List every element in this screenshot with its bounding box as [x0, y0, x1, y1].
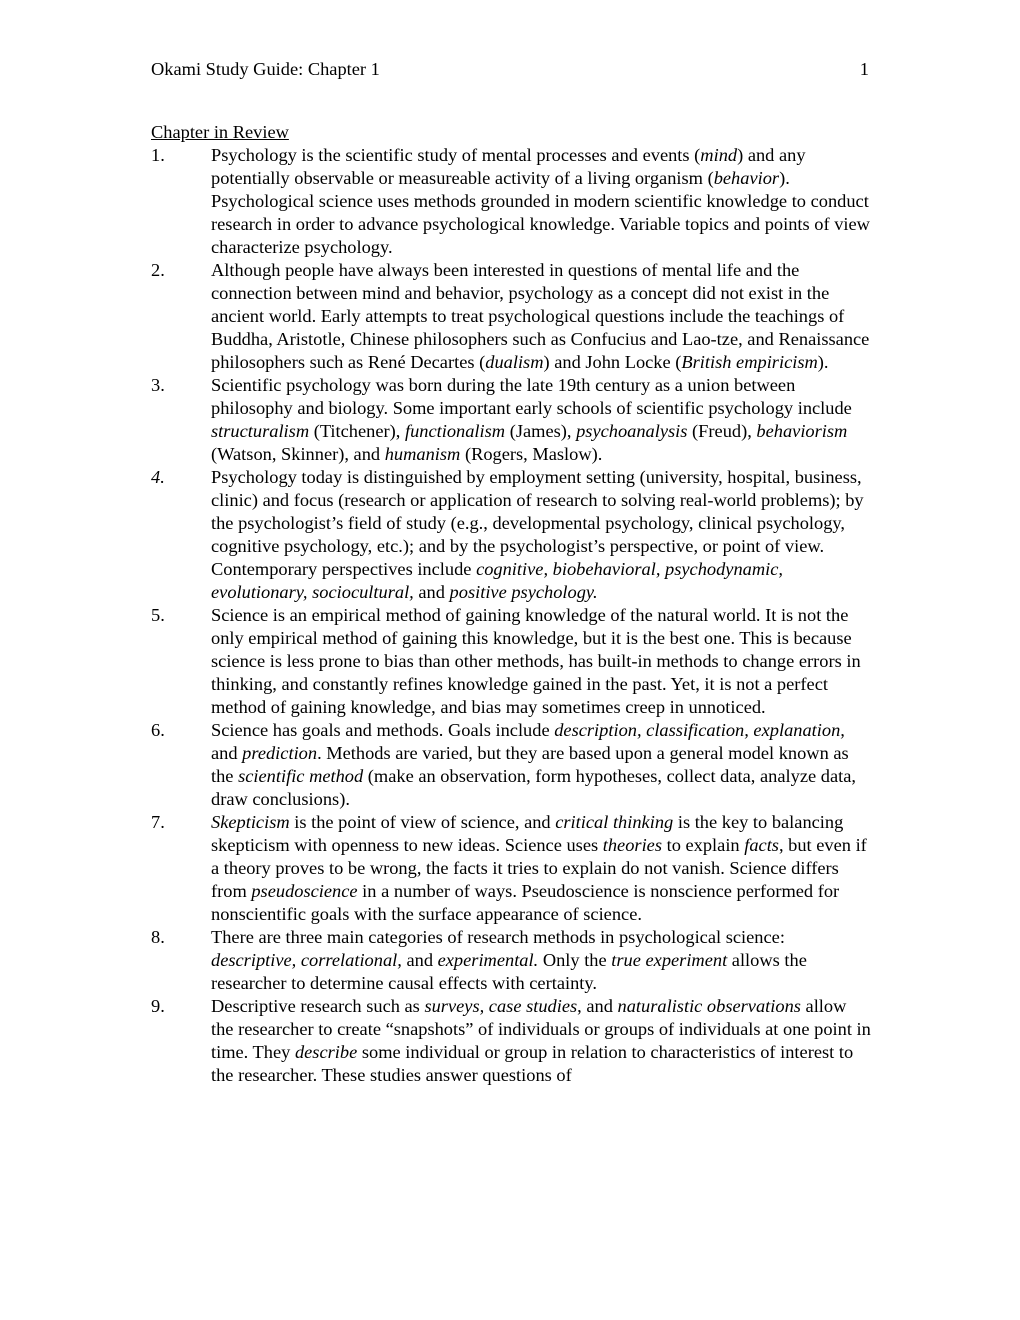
item-text: [211, 604, 871, 719]
item-number: 6.: [151, 720, 165, 740]
text-segment: Science is an empirical method of gaining knowledge of the natural world. It is not the only empirical method of gaining this knowledge, but it is the best one. This is because science is less prone to bias than other methods, has built-in methods to change errors in thinking, and constantly refines knowledge gained in the past. Yet, it is not a perfect method of gaining knowledge, and bias may sometimes creep in unnoticed.: [211, 605, 861, 717]
text-segment: allow the researcher to create “snapshots” of individuals or groups of individuals at one point in time. They: [211, 996, 871, 1062]
text-segment: is the point of view of science, and: [289, 812, 556, 832]
text-segment: (Freud),: [687, 421, 757, 441]
italic-term: behaviorism: [756, 421, 848, 441]
italic-term: functionalism: [404, 421, 506, 441]
text-segment: (Titchener),: [309, 421, 405, 441]
italic-term: scientific method: [238, 766, 364, 786]
text-segment: (make an observation, form hypotheses, collect data, analyze data, draw conclusions).: [211, 766, 856, 809]
text-segment: allows the researcher to determine causal effects with certainty.: [211, 950, 807, 993]
italic-term: naturalistic observations: [617, 996, 801, 1016]
text-segment: to explain: [662, 835, 745, 855]
item-number: 4.: [151, 467, 165, 487]
italic-term: dualism: [485, 352, 544, 372]
item-text: [211, 374, 871, 466]
text-segment: and: [413, 582, 450, 602]
page-header: [151, 58, 869, 81]
text-segment: Scientific psychology was born during the late 19th century as a union between philosophy and biology. Some important early schools of scientific psychology include: [211, 375, 852, 418]
italic-term: facts: [744, 835, 779, 855]
italic-term: structuralism: [211, 421, 310, 441]
text-segment: and: [401, 950, 438, 970]
italic-term: mind: [700, 145, 738, 165]
text-segment: , and: [577, 996, 618, 1016]
section-title: Chapter in Review: [151, 122, 289, 142]
text-segment: and: [211, 743, 243, 763]
text-segment: (Watson, Skinner), and: [211, 444, 385, 464]
header-title: Okami Study Guide: Chapter 1: [151, 59, 380, 79]
list-item: [151, 374, 871, 466]
list-item: [151, 811, 871, 926]
list-item: [151, 719, 871, 811]
item-text: [211, 259, 871, 374]
italic-term: positive psychology.: [449, 582, 598, 602]
text-segment: some individual or group in relation to characteristics of interest to the researcher. These studies answer questions of: [211, 1042, 854, 1085]
list-item: [151, 604, 871, 719]
item-number: 2.: [151, 260, 165, 280]
italic-term: humanism: [384, 444, 461, 464]
italic-term: theories: [602, 835, 662, 855]
text-segment: Psychology is the scientific study of mental processes and events (: [211, 145, 701, 165]
text-segment: Although people have always been interested in questions of mental life and the connection between mind and behavior, psychology as a concept did not exist in the ancient world. Early attempts to treat psychological questions include the teachings of Buddha, Aristotle, Chinese philosophers such as Confucius and Lao-tze, and Renaissance philosophers such as René Decartes (: [211, 260, 870, 372]
italic-term: surveys, case studies: [424, 996, 578, 1016]
text-segment: Psychology today is distinguished by employment setting (university, hospital, business, clinic) and focus (research or application of research to solving real-world problems); by the psychologist’s field of study (e.g., developmental psychology, clinical psychology, cognitive psychology, etc.); and by the psychologist’s perspective, or point of view. Contemporary perspectives include: [211, 467, 864, 579]
item-number: 1.: [151, 145, 165, 165]
list-item: [151, 995, 871, 1087]
text-segment: Descriptive research such as: [211, 996, 425, 1016]
text-segment: in a number of ways. Pseudoscience is nonscience performed for nonscientific goals with the surface appearance of science.: [211, 881, 840, 924]
item-text: [211, 144, 871, 259]
italic-term: psychoanalysis: [576, 421, 688, 441]
item-text: [211, 926, 871, 995]
italic-term: prediction: [242, 743, 318, 763]
list-item: [151, 144, 871, 259]
text-segment: . Methods are varied, but they are based upon a general model known as the: [211, 743, 849, 786]
item-number: 8.: [151, 927, 165, 947]
item-text: [211, 466, 871, 604]
italic-term: description, classification, explanation,: [554, 720, 845, 740]
item-number: 7.: [151, 812, 165, 832]
text-segment: (James),: [505, 421, 577, 441]
italic-term: true experiment: [611, 950, 728, 970]
text-segment: ).: [817, 352, 829, 372]
list-item: [151, 259, 871, 374]
text-segment: ) and John Locke (: [543, 352, 682, 372]
italic-term: Skepticism: [211, 812, 290, 832]
item-number: 5.: [151, 605, 165, 625]
item-text: [211, 811, 871, 926]
item-text: [211, 995, 871, 1087]
text-segment: There are three main categories of research methods in psychological science:: [211, 927, 785, 947]
italic-term: British empiricism: [681, 352, 818, 372]
italic-term: experimental.: [437, 950, 539, 970]
item-number: 3.: [151, 375, 165, 395]
list-item: [151, 926, 871, 995]
item-text: [211, 719, 871, 811]
item-number: 9.: [151, 996, 165, 1016]
text-segment: is the key to balancing skepticism with openness to new ideas. Science uses: [211, 812, 844, 855]
text-segment: Science has goals and methods. Goals include: [211, 720, 555, 740]
review-list: [151, 144, 871, 1087]
italic-term: pseudoscience: [251, 881, 358, 901]
page-number: 1: [859, 59, 869, 79]
italic-term: behavior: [713, 168, 780, 188]
italic-term: critical thinking: [555, 812, 674, 832]
text-segment: ). Psychological science uses methods grounded in modern scientific knowledge to conduct research in order to advance psychological knowledge. Variable topics and points of view characterize psychology.: [211, 168, 870, 257]
text-segment: (Rogers, Maslow).: [460, 444, 603, 464]
italic-term: describe: [294, 1042, 358, 1062]
text-segment: , but even if a theory proves to be wrong, the facts it tries to explain do not vanish. Science differs from: [211, 835, 867, 901]
italic-term: descriptive, correlational,: [211, 950, 402, 970]
list-item: [151, 466, 871, 604]
text-segment: ) and any potentially observable or measureable activity of a living organism (: [211, 145, 806, 188]
italic-term: cognitive, biobehavioral, psychodynamic, evolutionary, sociocultural,: [211, 559, 784, 602]
text-segment: Only the: [538, 950, 612, 970]
